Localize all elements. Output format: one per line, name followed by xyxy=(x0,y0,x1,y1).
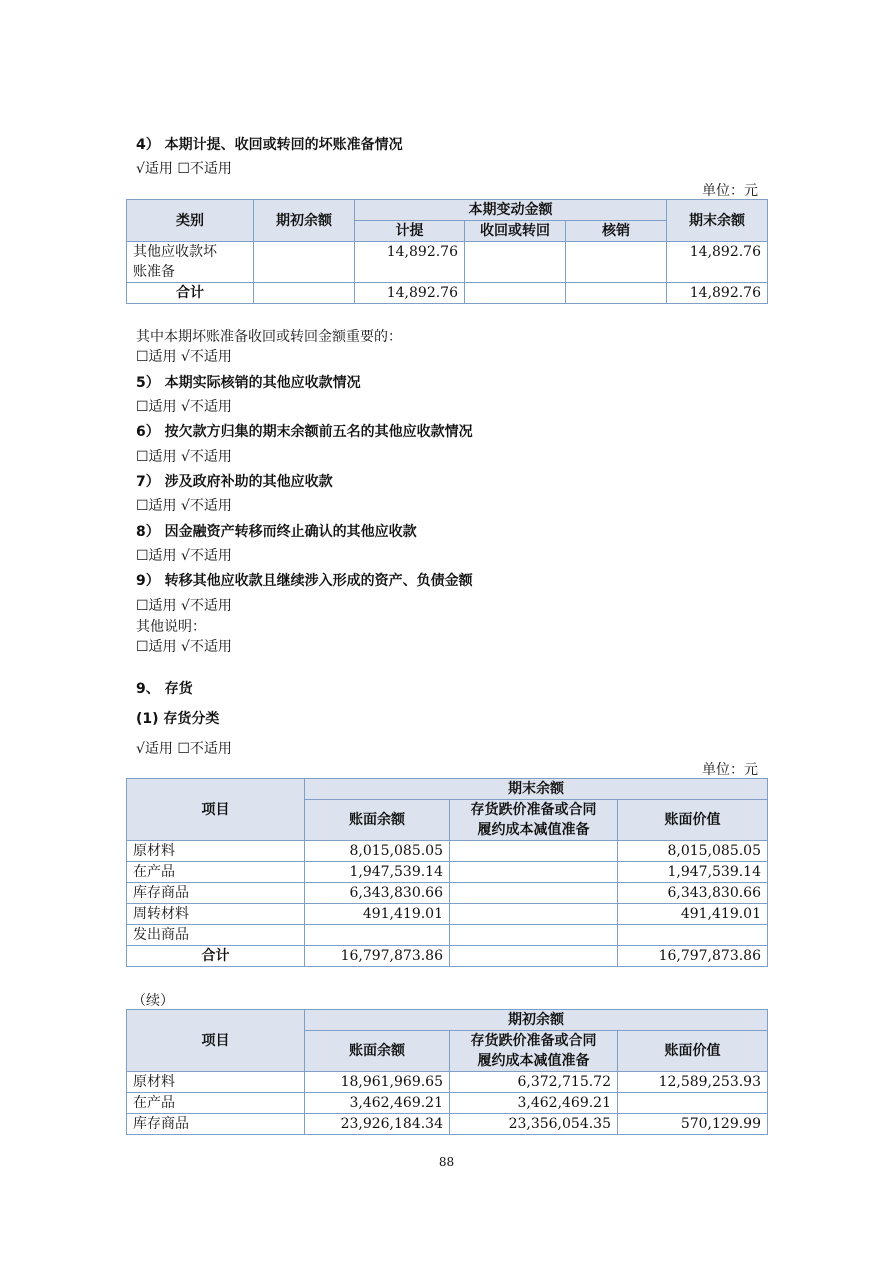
row-name: 其他应收款坏 账准备 xyxy=(127,242,254,283)
section-4-note-applicability: ☐适用 √不适用 xyxy=(136,349,232,365)
table-row xyxy=(127,883,768,904)
header-provision: 存货跌价准备或合同 履约成本减值准备 xyxy=(450,1031,618,1072)
header-recovery: 收回或转回 xyxy=(465,221,566,242)
section-4-unit: 单位：元 xyxy=(702,183,758,199)
header-closing-balance: 期末余额 xyxy=(305,779,768,800)
row-value: 12,589,253.93 xyxy=(618,1072,768,1093)
header-item: 项目 xyxy=(127,779,305,841)
row-provision xyxy=(450,862,618,883)
other-notes-label: 其他说明： xyxy=(136,619,206,635)
total-opening xyxy=(254,283,355,304)
row-recovery xyxy=(465,242,566,283)
section-4-applicability: √适用 ☐不适用 xyxy=(136,161,232,177)
row-opening xyxy=(254,242,355,283)
row-value: 570,129.99 xyxy=(618,1114,768,1135)
inventory-opening-table xyxy=(126,1009,768,1135)
total-provision xyxy=(450,946,618,967)
row-balance: 8,015,085.05 xyxy=(305,841,450,862)
section-7-applicability: ☐适用 √不适用 xyxy=(136,498,232,514)
row-balance: 491,419.01 xyxy=(305,904,450,925)
header-book-balance: 账面余额 xyxy=(305,1031,450,1072)
total-provision: 14,892.76 xyxy=(355,283,465,304)
page-number: 88 xyxy=(438,1155,455,1169)
header-category: 类别 xyxy=(127,200,254,242)
section-6-heading: 6） 按欠款方归集的期末余额前五名的其他应收款情况 xyxy=(136,424,473,440)
total-recovery xyxy=(465,283,566,304)
header-opening: 期初余额 xyxy=(254,200,355,242)
row-provision xyxy=(450,883,618,904)
row-value: 8,015,085.05 xyxy=(618,841,768,862)
row-value xyxy=(618,925,768,946)
total-label: 合计 xyxy=(127,283,254,304)
inventory-closing-table xyxy=(126,778,768,967)
table-row xyxy=(127,1114,768,1135)
row-name: 库存商品 xyxy=(127,1114,305,1135)
row-provision xyxy=(450,841,618,862)
table-row xyxy=(127,242,768,283)
section-5-applicability: ☐适用 √不适用 xyxy=(136,399,232,415)
total-balance: 16,797,873.86 xyxy=(305,946,450,967)
inventory-unit: 单位：元 xyxy=(702,762,758,778)
row-name: 原材料 xyxy=(127,841,305,862)
row-name: 发出商品 xyxy=(127,925,305,946)
total-row xyxy=(127,946,768,967)
row-value: 1,947,539.14 xyxy=(618,862,768,883)
row-name: 原材料 xyxy=(127,1072,305,1093)
row-value xyxy=(618,1093,768,1114)
section-6-applicability: ☐适用 √不适用 xyxy=(136,449,232,465)
row-name: 周转材料 xyxy=(127,904,305,925)
header-provision: 计提 xyxy=(355,221,465,242)
table-row xyxy=(127,1072,768,1093)
row-balance: 1,947,539.14 xyxy=(305,862,450,883)
header-provision: 存货跌价准备或合同 履约成本减值准备 xyxy=(450,800,618,841)
row-balance: 6,343,830.66 xyxy=(305,883,450,904)
row-value: 6,343,830.66 xyxy=(618,883,768,904)
table-row xyxy=(127,1093,768,1114)
section-7-heading: 7） 涉及政府补助的其他应收款 xyxy=(136,474,333,490)
continued-label: （续） xyxy=(132,993,174,1009)
total-row xyxy=(127,283,768,304)
total-label: 合计 xyxy=(127,946,305,967)
total-value: 16,797,873.86 xyxy=(618,946,768,967)
bad-debt-table xyxy=(126,199,768,304)
table-row xyxy=(127,925,768,946)
section-4-note: 其中本期坏账准备收回或转回金额重要的： xyxy=(136,329,402,345)
table-row xyxy=(127,841,768,862)
total-closing: 14,892.76 xyxy=(667,283,768,304)
header-change: 本期变动金额 xyxy=(355,200,667,221)
row-balance: 23,926,184.34 xyxy=(305,1114,450,1135)
inventory-heading: 9、 存货 xyxy=(136,681,193,697)
row-writeoff xyxy=(566,242,667,283)
inventory-sub-heading: (1) 存货分类 xyxy=(136,711,220,727)
section-9-heading: 9） 转移其他应收款且继续涉入形成的资产、负债金额 xyxy=(136,573,473,589)
total-writeoff xyxy=(566,283,667,304)
row-name: 库存商品 xyxy=(127,883,305,904)
section-8-heading: 8） 因金融资产转移而终止确认的其他应收款 xyxy=(136,524,417,540)
inventory-applicability: √适用 ☐不适用 xyxy=(136,741,232,757)
table-row xyxy=(127,904,768,925)
row-provision: 3,462,469.21 xyxy=(450,1093,618,1114)
row-provision: 6,372,715.72 xyxy=(450,1072,618,1093)
section-5-heading: 5） 本期实际核销的其他应收款情况 xyxy=(136,375,361,391)
row-provision xyxy=(450,925,618,946)
row-balance xyxy=(305,925,450,946)
header-writeoff: 核销 xyxy=(566,221,667,242)
section-4-heading: 4） 本期计提、收回或转回的坏账准备情况 xyxy=(136,137,403,153)
header-opening-balance: 期初余额 xyxy=(305,1010,768,1031)
other-notes-applicability: ☐适用 √不适用 xyxy=(136,639,232,655)
header-closing: 期末余额 xyxy=(667,200,768,242)
row-closing: 14,892.76 xyxy=(667,242,768,283)
row-provision: 14,892.76 xyxy=(355,242,465,283)
section-9-applicability: ☐适用 √不适用 xyxy=(136,598,232,614)
table-row xyxy=(127,862,768,883)
row-provision: 23,356,054.35 xyxy=(450,1114,618,1135)
section-8-applicability: ☐适用 √不适用 xyxy=(136,548,232,564)
row-value: 491,419.01 xyxy=(618,904,768,925)
row-name: 在产品 xyxy=(127,862,305,883)
header-book-value: 账面价值 xyxy=(618,800,768,841)
row-balance: 3,462,469.21 xyxy=(305,1093,450,1114)
header-item: 项目 xyxy=(127,1010,305,1072)
header-book-value: 账面价值 xyxy=(618,1031,768,1072)
row-name: 在产品 xyxy=(127,1093,305,1114)
row-provision xyxy=(450,904,618,925)
row-balance: 18,961,969.65 xyxy=(305,1072,450,1093)
header-book-balance: 账面余额 xyxy=(305,800,450,841)
